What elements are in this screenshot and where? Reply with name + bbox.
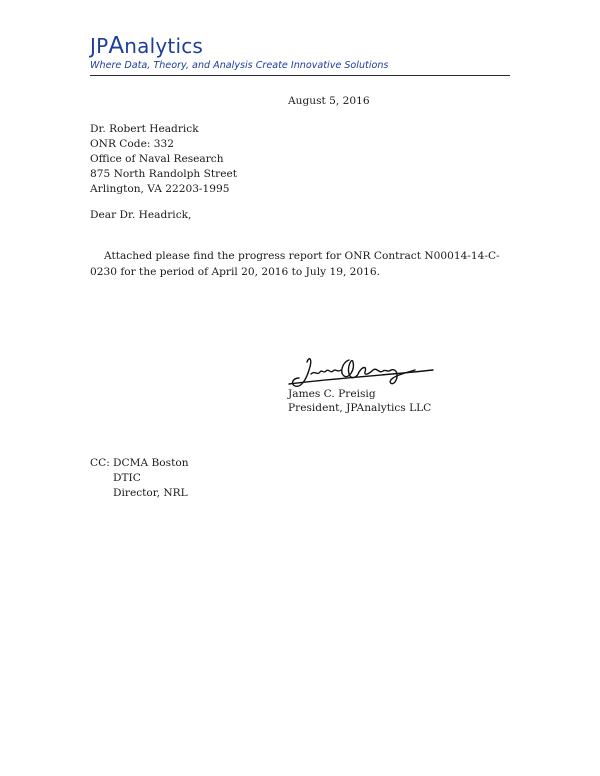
letter-body [90, 248, 510, 280]
address-line: Office of Naval Research [90, 153, 224, 165]
address-line: 875 North Randolph Street [90, 168, 237, 180]
cc-recipient: DTIC [113, 472, 141, 484]
address-line: ONR Code: 332 [90, 138, 174, 150]
signer-name: James C. Preisig [288, 388, 376, 400]
address-line: Dr. Robert Headrick [90, 123, 199, 135]
cc-recipient: Director, NRL [113, 487, 188, 499]
header-divider [90, 75, 510, 76]
address-line: Arlington, VA 22203-1995 [90, 183, 230, 195]
logo-prefix: JP [90, 34, 109, 58]
logo-suffix: nalytics [124, 34, 204, 58]
cc-list [113, 456, 189, 501]
body-text: Attached please find the progress report for ONR Contract N00014-14-C-0230 for the period of April 20, 2016 to July 19, 2016. [90, 250, 500, 278]
company-tagline: Where Data, Theory, and Analysis Create Innovative Solutions [90, 60, 389, 71]
cc-label: CC: [90, 457, 110, 469]
letter-date: August 5, 2016 [288, 95, 370, 107]
cc-recipient: DCMA Boston [113, 457, 189, 469]
recipient-address [90, 122, 237, 197]
company-logo [90, 33, 510, 59]
letterhead-logo [90, 33, 510, 71]
logo-a: A [108, 33, 125, 59]
signer-title: President, JPAnalytics LLC [288, 402, 432, 414]
salutation: Dear Dr. Headrick, [90, 209, 192, 221]
